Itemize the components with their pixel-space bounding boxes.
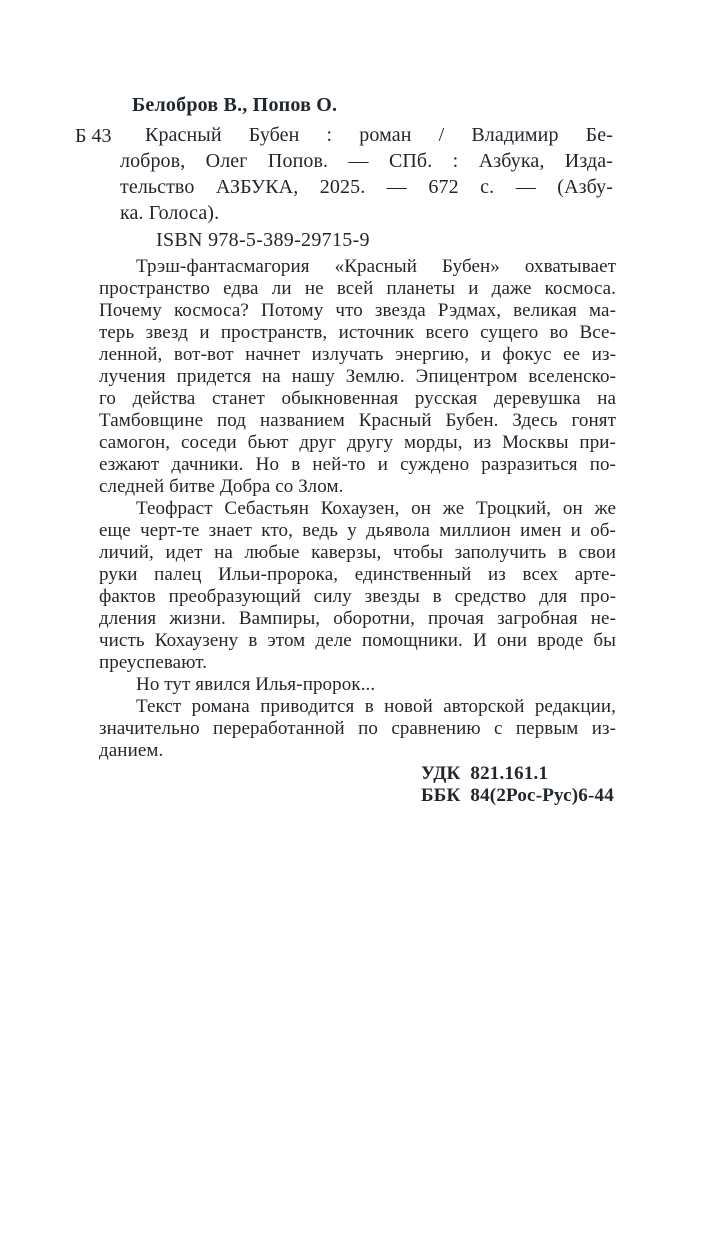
bibliographic-record: [120, 122, 613, 226]
text-line: чисть Кохаузену в этом деле помощники. И они вроде бы: [99, 630, 616, 651]
text-line: лучения придется на нашу Землю. Эпицентром вселенско-: [99, 366, 616, 387]
text-line: ленной, вот-вот начнет излучать энергию, и фокус ее из-: [99, 344, 616, 365]
text-line: пространство едва ли не всей планеты и даже космоса.: [99, 278, 616, 299]
annotation-block: [99, 256, 616, 762]
isbn-line: ISBN 978-5-389-29715-9: [156, 229, 370, 251]
text-line: го действа станет обыкновенная русская деревушка на: [99, 388, 616, 409]
text-line: значительно переработанной по сравнению с первым из-: [99, 718, 616, 739]
text-line: преуспевают.: [99, 652, 208, 673]
annotation-paragraph-1: [99, 256, 616, 498]
text-line: лобров, Олег Попов. — СПб. : Азбука, Изда-: [120, 150, 613, 172]
author-heading: Белобров В., Попов О.: [132, 94, 338, 116]
library-index-code: Б 43: [75, 125, 112, 147]
text-line: Текст романа приводится в новой авторской редакции,: [136, 696, 616, 717]
annotation-paragraph-4: [99, 696, 616, 762]
text-line: ка. Голоса).: [120, 202, 220, 224]
text-line: данием.: [99, 740, 164, 761]
text-line: Теофраст Себастьян Кохаузен, он же Троцкий, он же: [136, 498, 616, 519]
bbk-code: ББК 84(2Рос-Рус)6-44: [421, 785, 614, 806]
text-line: личий, идет на любые каверзы, чтобы заполучить в свои: [99, 542, 616, 563]
text-line: руки палец Ильи-пророка, единственный из всех арте-: [99, 564, 616, 585]
text-line: самогон, соседи бьют друг другу морды, из Москвы при-: [99, 432, 616, 453]
text-line: тельство АЗБУКА, 2025. — 672 с. — (Азбу-: [120, 176, 613, 198]
text-line: Тамбовщине под названием Красный Бубен. Здесь гонят: [99, 410, 616, 431]
text-line: Красный Бубен : роман / Владимир Бе-: [145, 124, 613, 146]
text-line: езжают дачники. Но в ней-то и суждено разразиться по-: [99, 454, 616, 475]
text-line: терь звезд и пространств, источник всего сущего во Все-: [99, 322, 616, 343]
text-line: фактов преобразующий силу звезды в средство для про-: [99, 586, 616, 607]
annotation-paragraph-2: [99, 498, 616, 674]
udk-code: УДК 821.161.1: [421, 763, 549, 784]
text-line: Но тут явился Илья-пророк...: [136, 674, 376, 695]
text-line: дления жизни. Вампиры, оборотни, прочая загробная не-: [99, 608, 616, 629]
text-line: следней битве Добра со Злом.: [99, 476, 344, 497]
text-line: еще черт-те знает кто, ведь у дьявола миллион имен и об-: [99, 520, 616, 541]
text-line: Почему космоса? Потому что звезда Рэдмах, великая ма-: [99, 300, 616, 321]
annotation-paragraph-3: [99, 674, 616, 696]
text-line: Трэш-фантасмагория «Красный Бубен» охватывает: [136, 256, 616, 277]
